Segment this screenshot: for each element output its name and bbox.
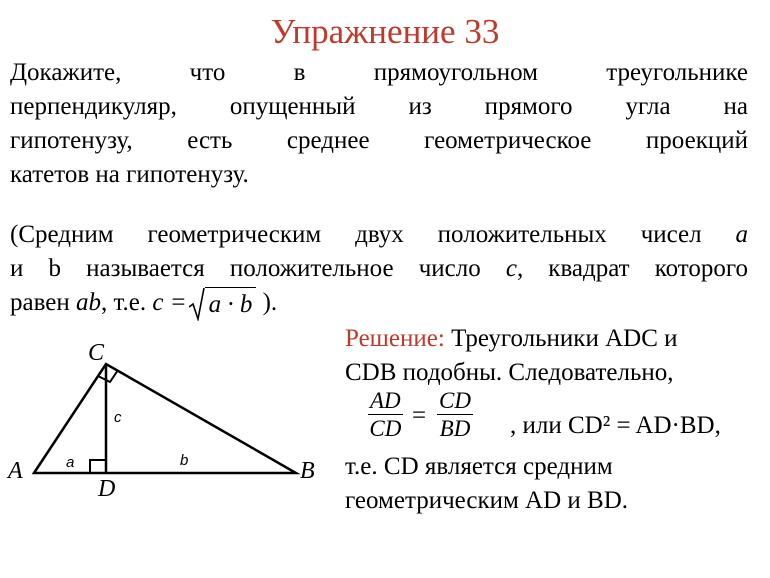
segment-b-label: b — [180, 452, 189, 469]
problem-statement — [10, 56, 748, 192]
definition-text: ). — [256, 289, 278, 316]
right-angle-mark-d — [90, 460, 106, 473]
problem-line: перпендикуляр, опущенный из прямого угла на — [10, 93, 748, 120]
solution-line-5: геометрическим AD и BD. — [345, 487, 629, 514]
definition-line-3 — [10, 286, 748, 322]
problem-line: Докажите, что в прямоугольном треугольнике — [10, 59, 748, 86]
triangle-figure — [0, 330, 340, 500]
var-c-eq: c = — [152, 289, 187, 316]
solution-text — [345, 322, 755, 390]
segment-a-label: a — [66, 454, 75, 471]
problem-line: катетов на гипотенузу. — [10, 161, 249, 188]
page-title: Упражнение 33 — [270, 12, 500, 51]
definition-text: , квадрат которого — [516, 255, 748, 282]
definition-text: называется положительное число — [61, 255, 506, 282]
vertex-d-label: D — [98, 476, 116, 500]
definition-text: равен — [10, 289, 76, 316]
var-ab: ab — [75, 289, 101, 316]
sqrt-radicand: a · b — [205, 287, 257, 322]
vertex-a-label: A — [8, 458, 23, 484]
definition-text: , т.е. — [100, 289, 153, 316]
sqrt-expression — [189, 286, 257, 322]
fraction-denominator: BD — [439, 416, 471, 441]
segment-c-label: c — [114, 409, 122, 426]
var-a: a — [735, 221, 749, 248]
solution-line-2: CDB подобны. Следовательно, — [345, 359, 674, 386]
definition-text: (Средним геометрическим двух положительных чисел — [10, 221, 702, 248]
var-c: c — [505, 255, 517, 282]
fraction-cd-bd — [437, 388, 473, 443]
fraction-denominator: CD — [369, 416, 402, 441]
solution-equation-tail: , или CD² = AD·BD, — [510, 412, 721, 439]
solution-text-line: Треугольники ADC и — [444, 325, 678, 352]
definition-text: и b — [10, 255, 61, 282]
solution-line-4: т.е. CD является средним — [345, 453, 613, 480]
definition-line-2 — [10, 252, 748, 286]
solution-line-1 — [345, 322, 755, 356]
problem-line: гипотенузу, есть среднее геометрическое проекций — [10, 127, 748, 154]
vertex-c-label: C — [88, 340, 105, 366]
fraction-numerator: CD — [439, 388, 471, 413]
solution-conclusion — [345, 450, 755, 518]
radical-sign-icon — [189, 287, 205, 321]
solution-label: Решение: — [345, 325, 445, 352]
vertex-b-label: B — [300, 458, 315, 484]
fraction-ad-cd — [368, 388, 403, 443]
fraction-numerator: AD — [370, 388, 401, 413]
definition — [10, 218, 748, 322]
definition-line-1 — [10, 218, 748, 252]
equals-sign: = — [412, 402, 427, 429]
